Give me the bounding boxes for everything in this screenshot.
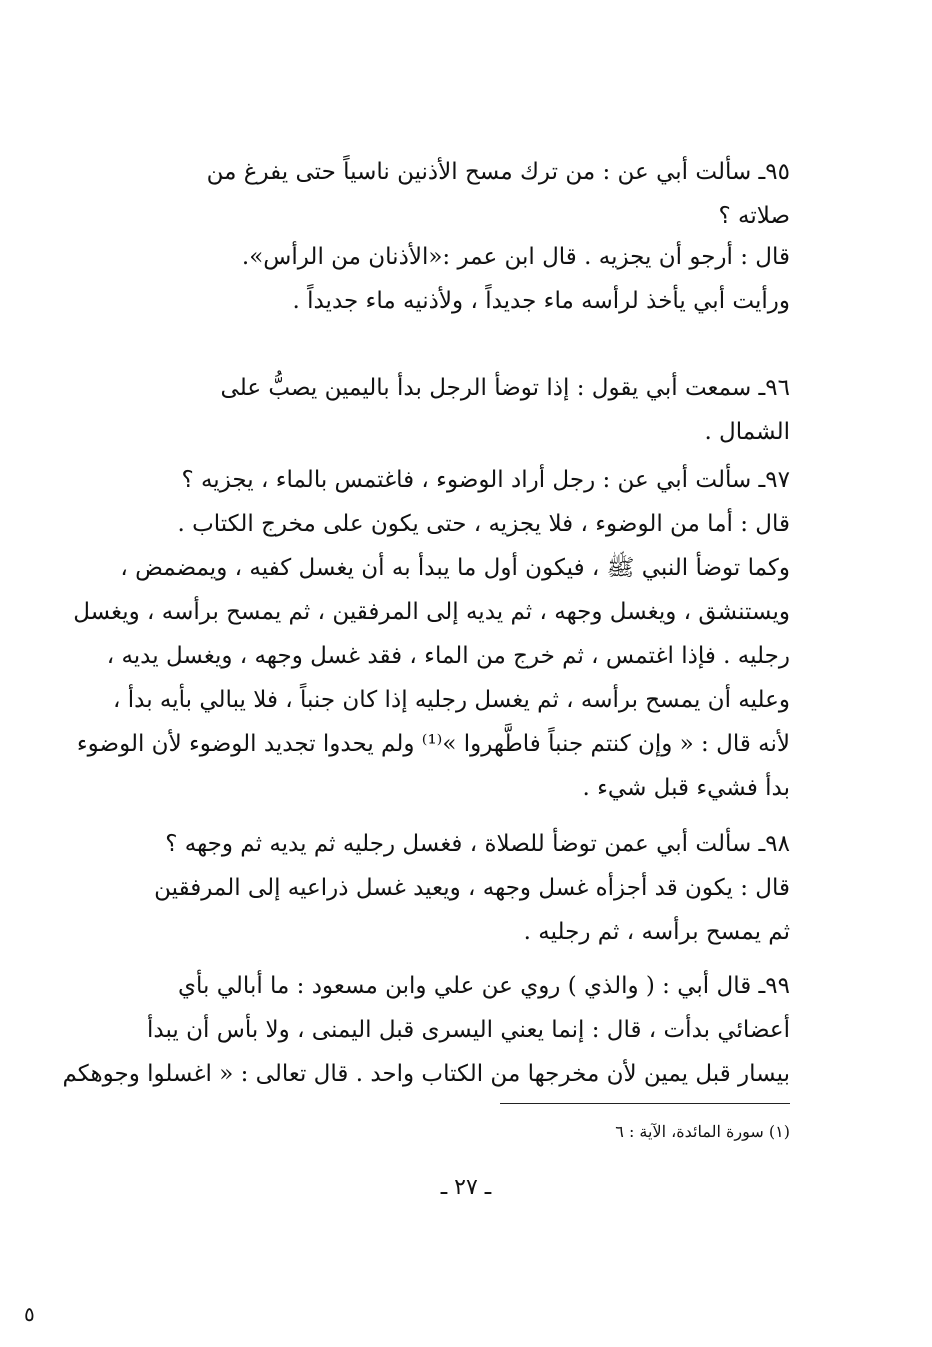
answer-98-line-2: ثم يمسح برأسه ، ثم رجليه . bbox=[523, 919, 790, 945]
question-97 bbox=[73, 458, 790, 810]
corner-mark: ٥ bbox=[24, 1302, 35, 1326]
answer-95-line-1: قال : أرجو أن يجزيه . قال ابن عمر :«الأذنان من الرأس». bbox=[241, 244, 790, 270]
question-98 bbox=[130, 822, 790, 954]
answer-97-line-4: رجليه . فإذا اغتمس ، ثم خرج من الماء ، فقد غسل وجهه ، ويغسل يديه ، bbox=[106, 643, 790, 669]
question-95 bbox=[130, 150, 790, 238]
answer-97-line-2: وكما توضأ النبي ﷺ ، فيكون أول ما يبدأ به أن يغسل كفيه ، ويمضمض ، bbox=[120, 555, 790, 581]
question-98-line-1: ٩٨ـ سألت أبي عمن توضأ للصلاة ، فغسل رجليه ثم يديه ثم وجهه ؟ bbox=[165, 831, 790, 857]
answer-95 bbox=[130, 235, 790, 323]
answer-97-line-5: وعليه أن يمسح برأسه ، ثم يغسل رجليه إذا كان جنباً ، فلا يبالي بأيه بدأ ، bbox=[113, 687, 790, 713]
question-99-line-2: أعضائي بدأت ، قال : إنما يعني اليسرى قبل اليمنى ، ولا بأس أن يبدأ bbox=[147, 1017, 790, 1043]
footnote: (١) سورة المائدة، الآية : ٦ bbox=[615, 1122, 790, 1141]
question-96-line-1: ٩٦ـ سمعت أبي يقول : إذا توضأ الرجل بدأ باليمين يصبُّ على bbox=[220, 375, 790, 401]
answer-97-line-6: لأنه قال : « وإن كنتم جنباً فاطَّهروا »⁽¹⁾ ولم يحدوا تجديد الوضوء لأن الوضوء bbox=[76, 731, 790, 757]
footnote-divider bbox=[500, 1103, 790, 1104]
question-99 bbox=[62, 964, 790, 1096]
question-97-line-1: ٩٧ـ سألت أبي عن : رجل أراد الوضوء ، فاغتمس بالماء ، يجزيه ؟ bbox=[181, 467, 790, 493]
question-99-line-3: بيسار قبل يمين لأن مخرجها من الكتاب واحد . قال تعالى : « اغسلوا وجوهكم bbox=[62, 1061, 790, 1087]
answer-97-line-1: قال : أما من الوضوء ، فلا يجزيه ، حتى يكون على مخرج الكتاب . bbox=[177, 511, 790, 537]
question-99-line-1: ٩٩ـ قال أبي : ( والذي ) روي عن علي وابن مسعود : ما أبالي بأي bbox=[178, 973, 790, 999]
answer-98-line-1: قال : يكون قد أجزأه غسل وجهه ، ويعيد غسل ذراعيه إلى المرفقين bbox=[154, 875, 790, 901]
answer-95-line-2: ورأيت أبي يأخذ لرأسه ماء جديداً ، ولأذنيه ماء جديداً . bbox=[292, 288, 790, 314]
answer-97-line-3: ويستنشق ، ويغسل وجهه ، ثم يديه إلى المرفقين ، ثم يمسح برأسه ، ويغسل bbox=[73, 599, 790, 625]
page-number: ـ ٢٧ ـ bbox=[440, 1175, 492, 1200]
question-95-line-1: ٩٥ـ سألت أبي عن : من ترك مسح الأذنين ناسياً حتى يفرغ من bbox=[206, 159, 790, 185]
question-96-line-2: الشمال . bbox=[704, 419, 790, 445]
question-95-line-2: صلاته ؟ bbox=[718, 203, 790, 229]
answer-97-line-7: بدأ فشيء قبل شيء . bbox=[582, 775, 790, 801]
question-96 bbox=[130, 366, 790, 454]
